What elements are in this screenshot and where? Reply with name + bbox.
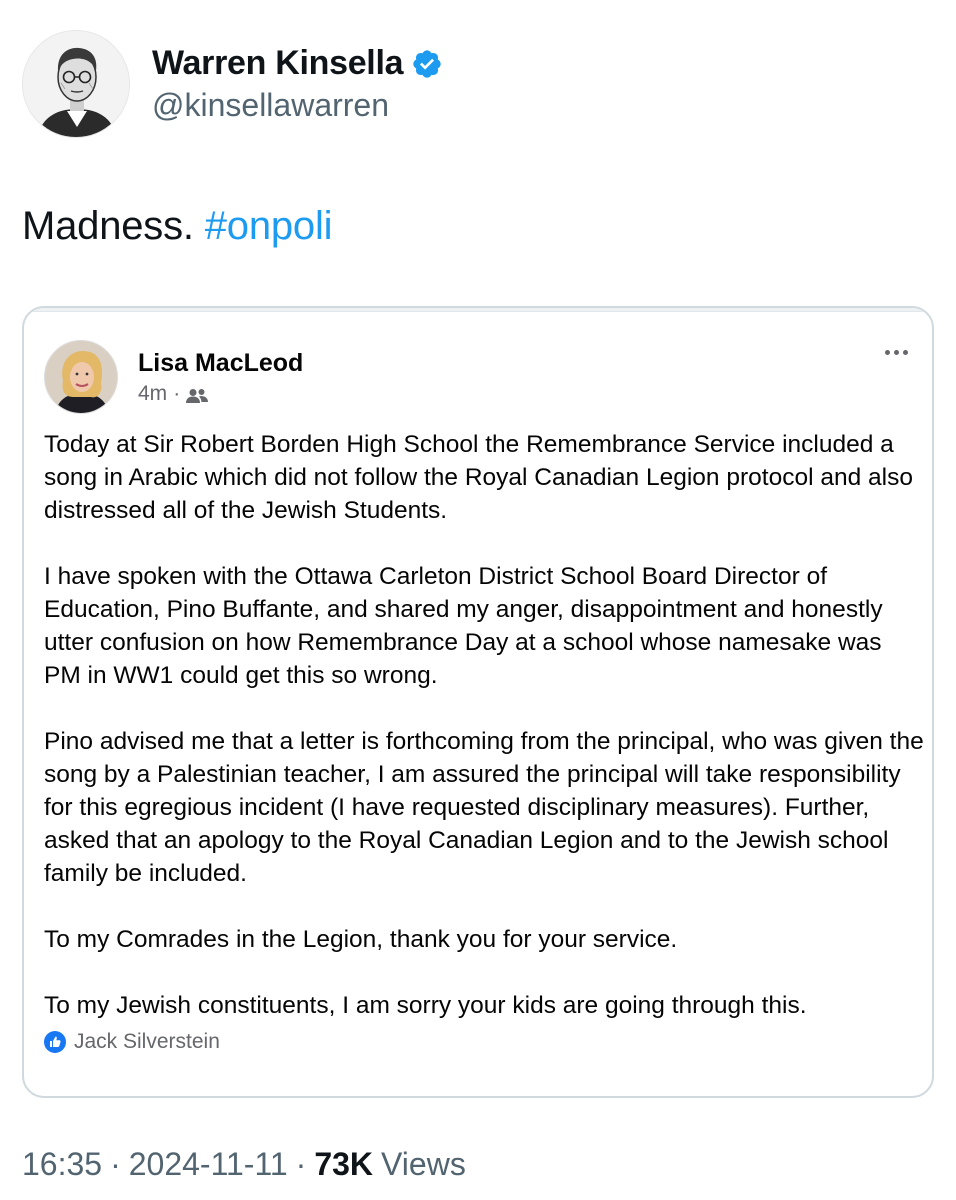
card-top-divider <box>24 308 932 312</box>
more-dot-icon <box>903 350 908 355</box>
author-info <box>152 44 443 124</box>
more-options-button[interactable] <box>879 344 914 361</box>
post-paragraph: Pino advised me that a letter is forthcoming from the principal, who was given the song by a Palestinian teacher, I am assured the principal will take responsibility for this egregious incident (I have requested disciplinary measures). Further, asked that an apology to the Royal Canadian Legion and to the Jewish school family be included. <box>44 728 924 887</box>
embedded-post-meta <box>138 382 303 406</box>
footer-separator: · <box>110 1146 121 1182</box>
verified-badge-icon <box>411 48 443 80</box>
tweet-time[interactable]: 16:35 <box>22 1146 103 1182</box>
display-name[interactable]: Warren Kinsella <box>152 44 404 82</box>
tweet-body: Madness. <box>22 204 194 248</box>
post-paragraph: Today at Sir Robert Borden High School the Remembrance Service included a song in Arabic which did not follow the Royal Canadian Legion protocol and also distressed all of the Jewish Students. <box>44 431 913 524</box>
tweet-text <box>22 204 332 249</box>
tweet-date[interactable]: 2024-11-11 <box>128 1146 288 1182</box>
footer-separator: · <box>295 1146 307 1182</box>
post-paragraph: I have spoken with the Ottawa Carleton District School Board Director of Education, Pino Buffante, and shared my anger, disappointment and honestly utter confusion on how Remembrance Day at a school whose namesake was PM in WW1 could get this so wrong. <box>44 563 883 689</box>
avatar[interactable] <box>22 30 130 138</box>
post-time[interactable]: 4m <box>138 381 168 405</box>
like-icon <box>44 1031 66 1053</box>
embedded-author-avatar[interactable] <box>44 340 118 414</box>
meta-separator: · <box>173 381 181 405</box>
embedded-post-header <box>44 340 303 414</box>
name-row <box>152 44 443 83</box>
embedded-post-body <box>44 428 924 1022</box>
embedded-post-card[interactable] <box>22 306 934 1098</box>
tweet-header <box>22 30 443 138</box>
hashtag-link[interactable]: #onpoli <box>204 204 333 248</box>
tweet-footer <box>22 1146 466 1183</box>
embedded-author-info <box>138 349 303 406</box>
friends-icon <box>186 386 208 402</box>
post-paragraph: To my Jewish constituents, I am sorry your kids are going through this. <box>44 992 807 1019</box>
handle[interactable]: @kinsellawarren <box>152 87 390 123</box>
embedded-author-name[interactable]: Lisa MacLeod <box>138 348 304 377</box>
views-count[interactable]: 73K <box>314 1146 374 1182</box>
post-paragraph: To my Comrades in the Legion, thank you for your service. <box>44 926 678 953</box>
reaction-name[interactable]: Jack Silverstein <box>74 1030 220 1053</box>
more-dot-icon <box>885 350 890 355</box>
profile-photo-icon <box>45 341 118 414</box>
views-label: Views <box>381 1146 466 1182</box>
reaction-row[interactable] <box>44 1030 220 1054</box>
sketch-portrait-avatar-icon <box>23 31 130 138</box>
more-dot-icon <box>894 350 899 355</box>
